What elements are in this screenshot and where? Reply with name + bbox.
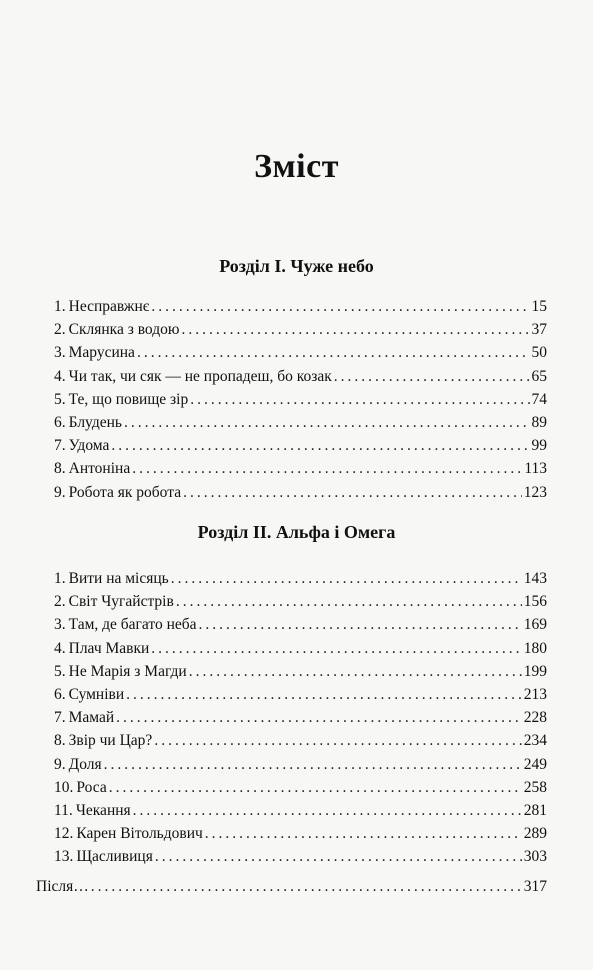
toc-entry [54, 732, 547, 755]
toc-entry-after-title: Після… [36, 878, 89, 895]
toc-entry [54, 298, 547, 321]
entry-title: Звір чи Цар? [68, 732, 153, 750]
leader-dots [155, 848, 522, 866]
leader-dots [91, 878, 522, 896]
entry-title: Склянка з водою [68, 321, 180, 339]
entry-number: 8. [54, 732, 66, 750]
entry-number: 2. [54, 321, 66, 339]
entry-page: 303 [523, 848, 547, 866]
entry-page: 281 [523, 801, 547, 819]
toc-section-1 [54, 298, 547, 507]
toc-entry [54, 344, 547, 367]
entry-page: 15 [531, 298, 547, 315]
entry-page: 65 [531, 367, 547, 385]
entry-title: Вити на місяць [68, 570, 169, 587]
entry-number: 1. [54, 570, 66, 587]
leader-dots [176, 593, 522, 611]
entry-title: Блудень [68, 413, 122, 431]
leader-dots [151, 298, 529, 316]
entry-number: 1. [54, 298, 66, 315]
leader-dots [181, 321, 529, 339]
entry-number: 9. [54, 755, 66, 773]
entry-number: 10. [54, 778, 74, 796]
leader-dots [137, 344, 530, 362]
entry-title: Чи так, чи сяк — не пропадеш, бо козак [68, 367, 332, 385]
toc-entry [54, 640, 547, 663]
leader-dots [104, 756, 522, 774]
leader-dots [133, 802, 522, 820]
toc-entry [54, 437, 547, 460]
entry-number: 13. [54, 848, 74, 866]
toc-entry [54, 570, 547, 593]
toc-section-2 [54, 570, 547, 871]
leader-dots [109, 779, 522, 797]
section-heading-2: Розділ ІІ. Альфа і Омега [197, 522, 396, 542]
entry-page: 234 [523, 732, 547, 750]
entry-number: 5. [54, 662, 66, 680]
entry-page: 123 [523, 483, 547, 501]
toc-entry [54, 709, 547, 732]
entry-number: 3. [54, 344, 66, 362]
entry-title: Сумніви [68, 685, 125, 703]
toc-entry [54, 686, 547, 709]
entry-number: 2. [54, 593, 66, 611]
toc-entry [54, 825, 547, 848]
entry-title: Не Марія з Магди [68, 662, 187, 680]
entry-number: 4. [54, 367, 66, 385]
entry-page: 228 [523, 709, 547, 727]
toc-entry [54, 848, 547, 871]
entry-title: Роса [76, 778, 107, 796]
entry-number: 5. [54, 390, 66, 408]
entry-number: 12. [54, 825, 74, 843]
entry-title: Доля [68, 755, 102, 773]
leader-dots [116, 709, 522, 727]
section-heading-1: Розділ І. Чуже небо [219, 256, 374, 276]
entry-number: 11. [54, 801, 73, 819]
toc-entry [54, 802, 547, 825]
entry-number: 8. [54, 460, 66, 478]
toc-entry [54, 779, 547, 802]
leader-dots [124, 414, 530, 432]
entry-title: Те, що повище зір [68, 390, 189, 408]
leader-dots [126, 686, 522, 704]
leader-dots [132, 460, 522, 478]
entry-page: 113 [524, 460, 547, 478]
entry-title: Робота як робота [68, 483, 182, 501]
toc-entry [54, 756, 547, 779]
toc-entry [54, 593, 547, 616]
entry-page: 143 [523, 570, 547, 587]
entry-number: 3. [54, 616, 66, 634]
leader-dots [334, 368, 530, 386]
leader-dots [151, 640, 521, 658]
leader-dots [171, 570, 522, 588]
leader-dots [183, 484, 522, 502]
entry-page: 169 [523, 616, 547, 634]
toc-entry [54, 484, 547, 507]
entry-number: 6. [54, 685, 66, 703]
entry-page: 213 [523, 685, 547, 703]
toc-entry [54, 368, 547, 391]
entry-title: Антоніна [68, 460, 131, 478]
leader-dots [199, 616, 522, 634]
entry-page: 199 [523, 662, 547, 680]
toc-entry [54, 460, 547, 483]
leader-dots [111, 437, 529, 455]
entry-page: 74 [531, 390, 547, 408]
entry-page: 99 [531, 437, 547, 455]
entry-number: 4. [54, 639, 66, 657]
entry-title: Удома [68, 437, 110, 455]
entry-title: Карен Вітольдович [76, 825, 203, 843]
leader-dots [154, 732, 521, 750]
entry-title: Несправжнє [68, 298, 150, 315]
entry-page: 50 [531, 344, 547, 362]
entry-number: 9. [54, 483, 66, 501]
leader-dots [189, 663, 522, 681]
entry-page: 180 [523, 639, 547, 657]
entry-title: Чекання [75, 801, 131, 819]
entry-page: 289 [523, 825, 547, 843]
leader-dots [190, 391, 529, 409]
entry-page: 37 [531, 321, 547, 339]
toc-entry [54, 616, 547, 639]
entry-number: 7. [54, 437, 66, 455]
toc-entry [54, 414, 547, 437]
toc-entry-after [36, 878, 547, 901]
entry-number: 6. [54, 413, 66, 431]
toc-entry [54, 663, 547, 686]
entry-page: 258 [523, 778, 547, 796]
entry-title: Там, де багато неба [68, 616, 197, 634]
entry-title: Щасливиця [76, 848, 153, 866]
page-title: Зміст [254, 148, 339, 185]
entry-title: Плач Мавки [68, 639, 150, 657]
entry-page: 249 [523, 755, 547, 773]
entry-title: Світ Чугайстрів [68, 593, 174, 611]
entry-page: 156 [523, 593, 547, 611]
toc-entry [54, 391, 547, 414]
toc-entry-after-page: 317 [523, 878, 547, 895]
toc-entry [54, 321, 547, 344]
entry-title: Мамай [68, 709, 115, 727]
entry-number: 7. [54, 709, 66, 727]
entry-page: 89 [531, 413, 547, 431]
leader-dots [205, 825, 522, 843]
entry-title: Марусина [68, 344, 135, 362]
